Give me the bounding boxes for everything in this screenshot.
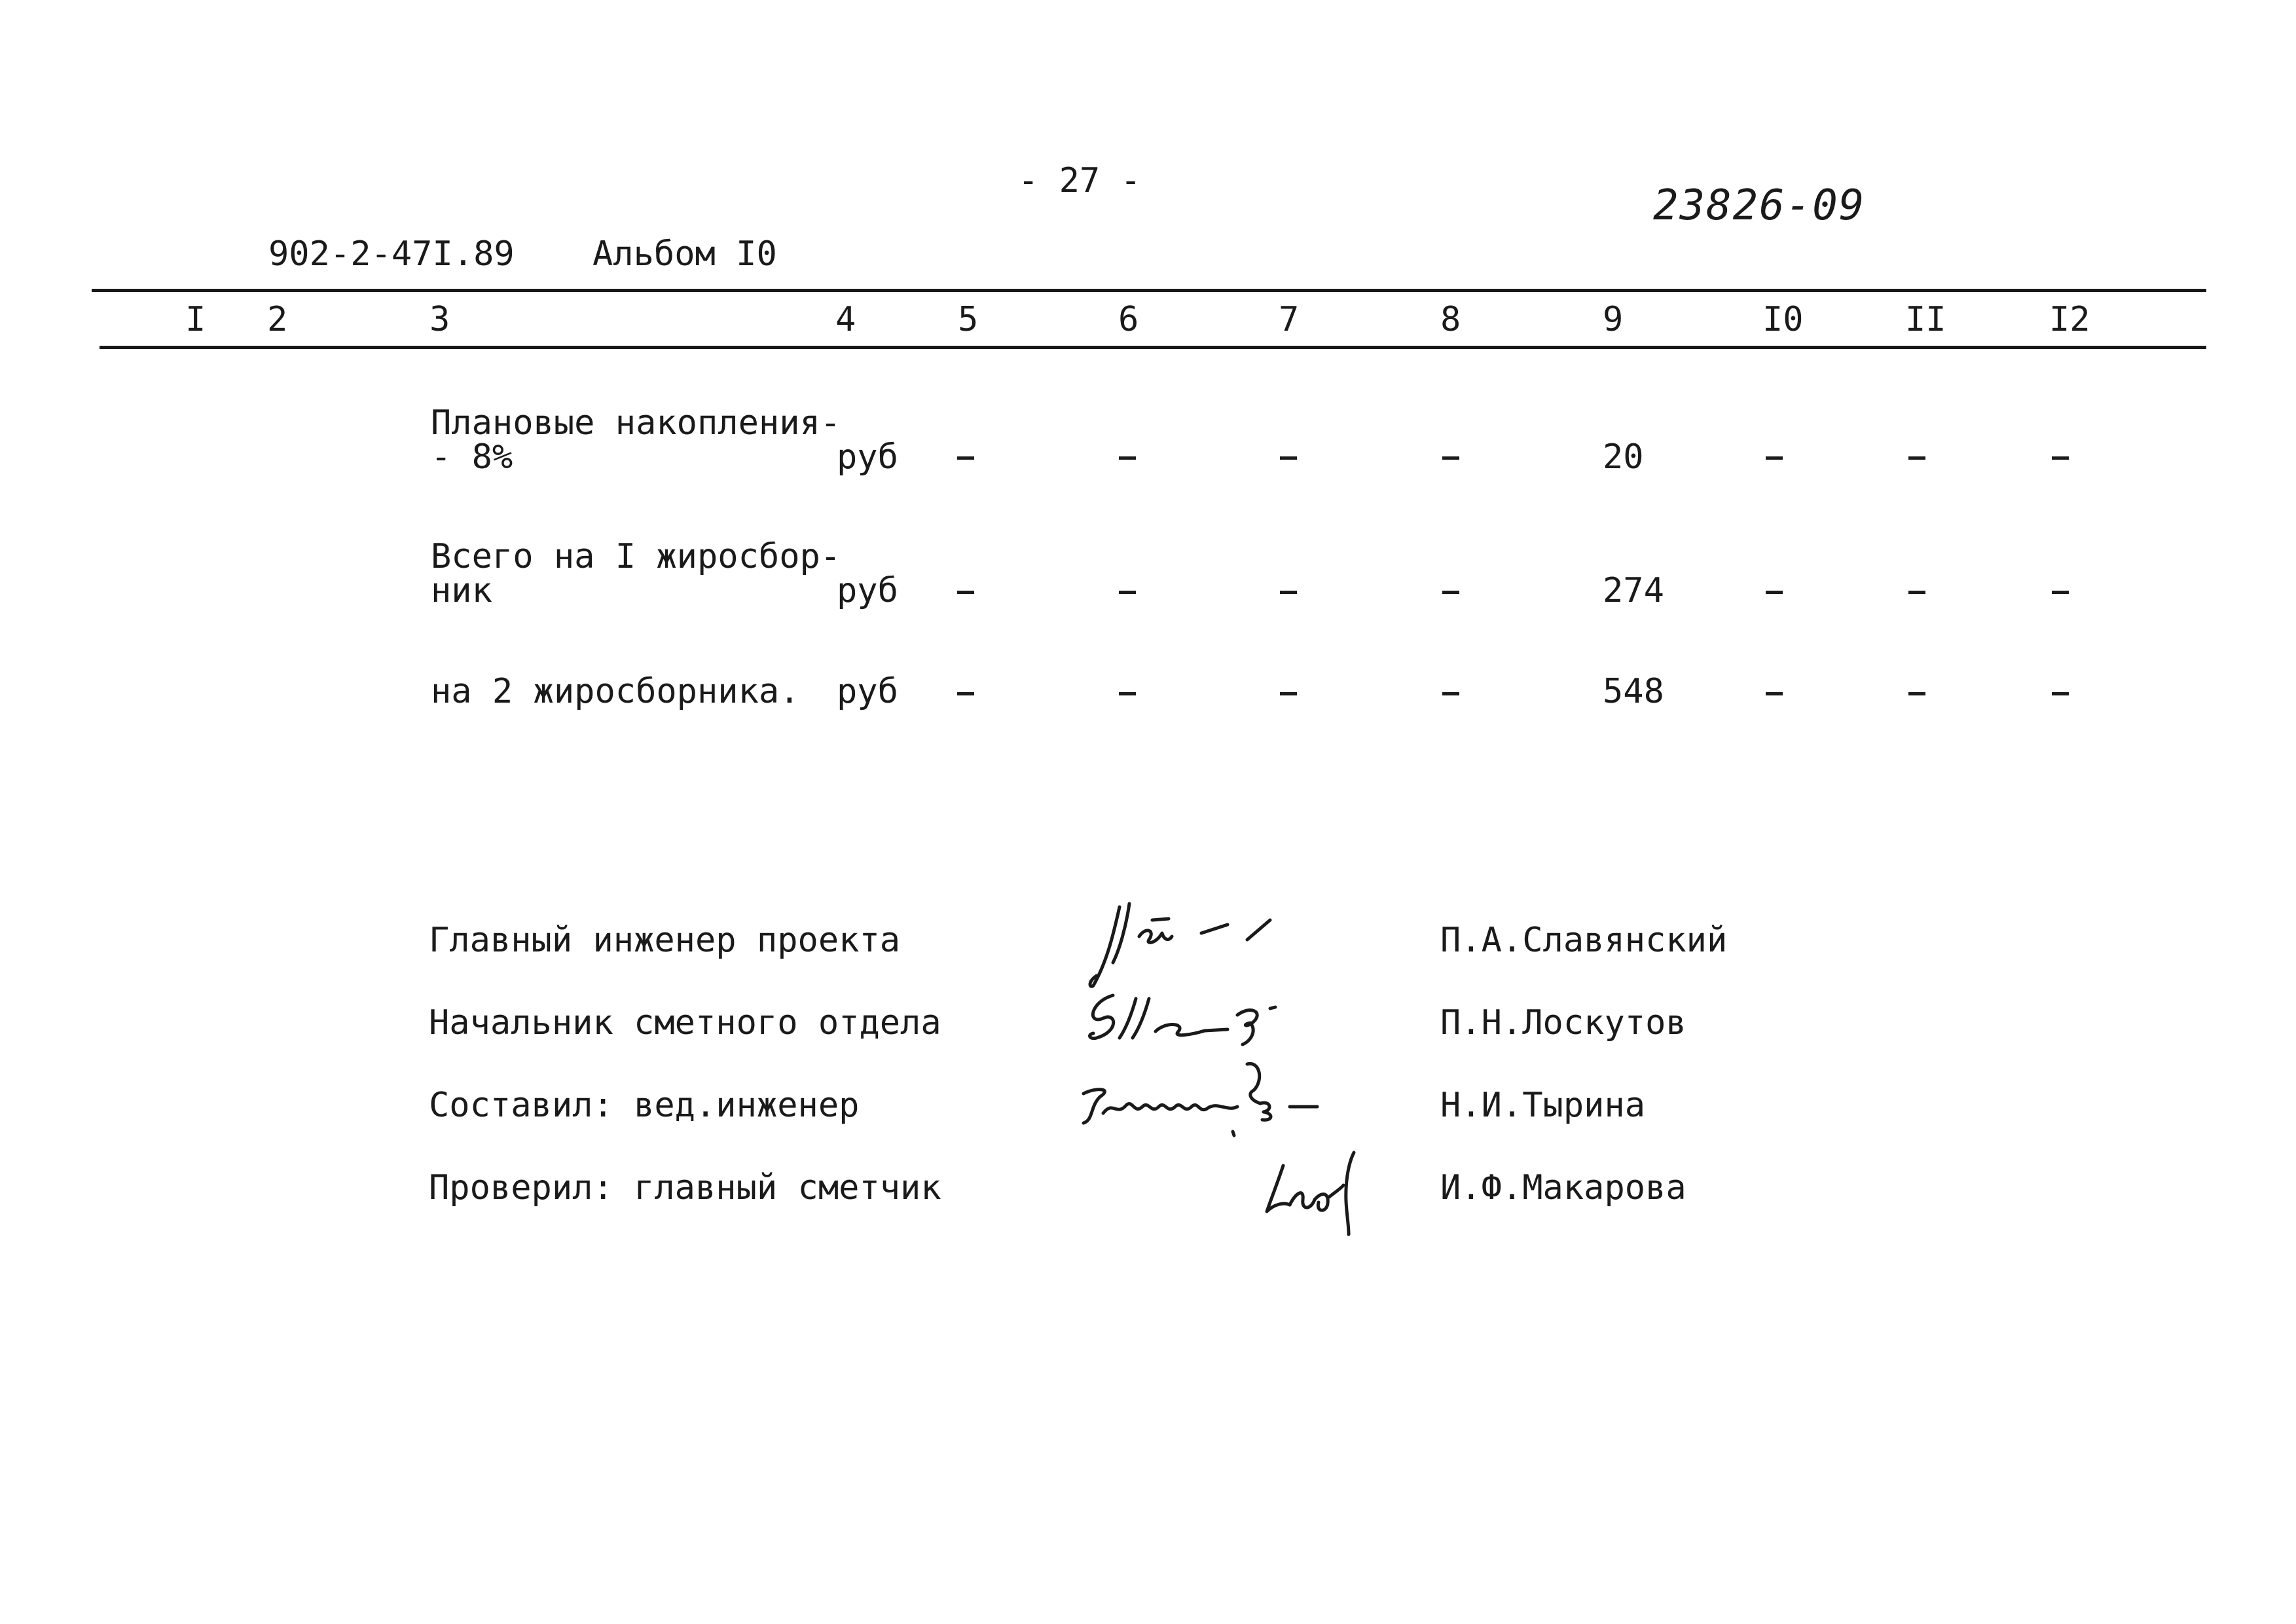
empty-cell-dash	[1119, 456, 1136, 460]
row-description: на 2 жиросборника.	[431, 672, 800, 711]
empty-cell-dash	[957, 456, 974, 460]
empty-cell-dash	[1908, 591, 1925, 594]
empty-cell-dash	[1280, 456, 1297, 460]
signatory-role: Главный инженер проекта	[429, 921, 901, 960]
signatory-name: Н.И.Тырина	[1440, 1086, 1646, 1125]
column-header: I2	[2049, 300, 2090, 339]
column-header: 7	[1279, 300, 1300, 339]
empty-cell-dash	[957, 692, 974, 695]
empty-cell-dash	[1119, 692, 1136, 695]
column-header: 8	[1440, 300, 1461, 339]
signature-image	[1074, 982, 1349, 1054]
empty-cell-dash	[1766, 456, 1783, 460]
empty-cell-dash	[2052, 692, 2069, 695]
empty-cell-dash	[1280, 591, 1297, 594]
empty-cell-dash	[2052, 456, 2069, 460]
signatory-name: И.Ф.Макарова	[1440, 1168, 1686, 1208]
row-description: - 8%	[431, 437, 513, 477]
empty-cell-dash	[1442, 456, 1459, 460]
album-label: Альбом I0	[592, 234, 777, 274]
empty-cell-dash	[1280, 692, 1297, 695]
header-top-rule	[92, 289, 2206, 292]
column-header: 4	[835, 300, 856, 339]
row-unit: руб	[837, 437, 898, 477]
empty-cell-dash	[1766, 692, 1783, 695]
signatory-role: Проверил: главный сметчик	[429, 1168, 941, 1208]
document-code: 23826-09	[1653, 181, 1866, 230]
column-header: 5	[958, 300, 979, 339]
empty-cell-dash	[1766, 591, 1783, 594]
header-bottom-rule	[100, 346, 2206, 349]
column-header: I	[185, 300, 206, 339]
row-value: 20	[1603, 437, 1644, 477]
series-code: 902-2-47I.89	[268, 234, 515, 274]
signatory-role: Начальник сметного отдела	[429, 1003, 941, 1043]
row-value: 274	[1603, 571, 1664, 610]
empty-cell-dash	[957, 591, 974, 594]
signature-image	[1074, 1054, 1375, 1153]
row-value: 548	[1603, 672, 1664, 711]
page-number: - 27 -	[1018, 161, 1141, 200]
row-description: ник	[431, 571, 492, 610]
signatory-name: П.Н.Лоскутов	[1440, 1003, 1686, 1043]
column-header: 6	[1118, 300, 1139, 339]
column-header: II	[1905, 300, 1946, 339]
empty-cell-dash	[1908, 692, 1925, 695]
column-header: 9	[1603, 300, 1624, 339]
signature-image	[1264, 1139, 1381, 1244]
row-unit: руб	[837, 571, 898, 610]
signature-image	[1080, 897, 1329, 995]
row-description: Плановые накопления-	[431, 403, 841, 443]
empty-cell-dash	[1908, 456, 1925, 460]
empty-cell-dash	[1119, 591, 1136, 594]
column-header: 3	[429, 300, 450, 339]
empty-cell-dash	[1442, 591, 1459, 594]
signatory-name: П.А.Славянский	[1440, 921, 1728, 960]
column-header: I0	[1762, 300, 1804, 339]
row-description: Всего на I жиросбор-	[431, 537, 841, 576]
row-unit: руб	[837, 672, 898, 711]
empty-cell-dash	[1442, 692, 1459, 695]
column-header: 2	[267, 300, 288, 339]
signatory-role: Составил: вед.инженер	[429, 1086, 860, 1125]
empty-cell-dash	[2052, 591, 2069, 594]
